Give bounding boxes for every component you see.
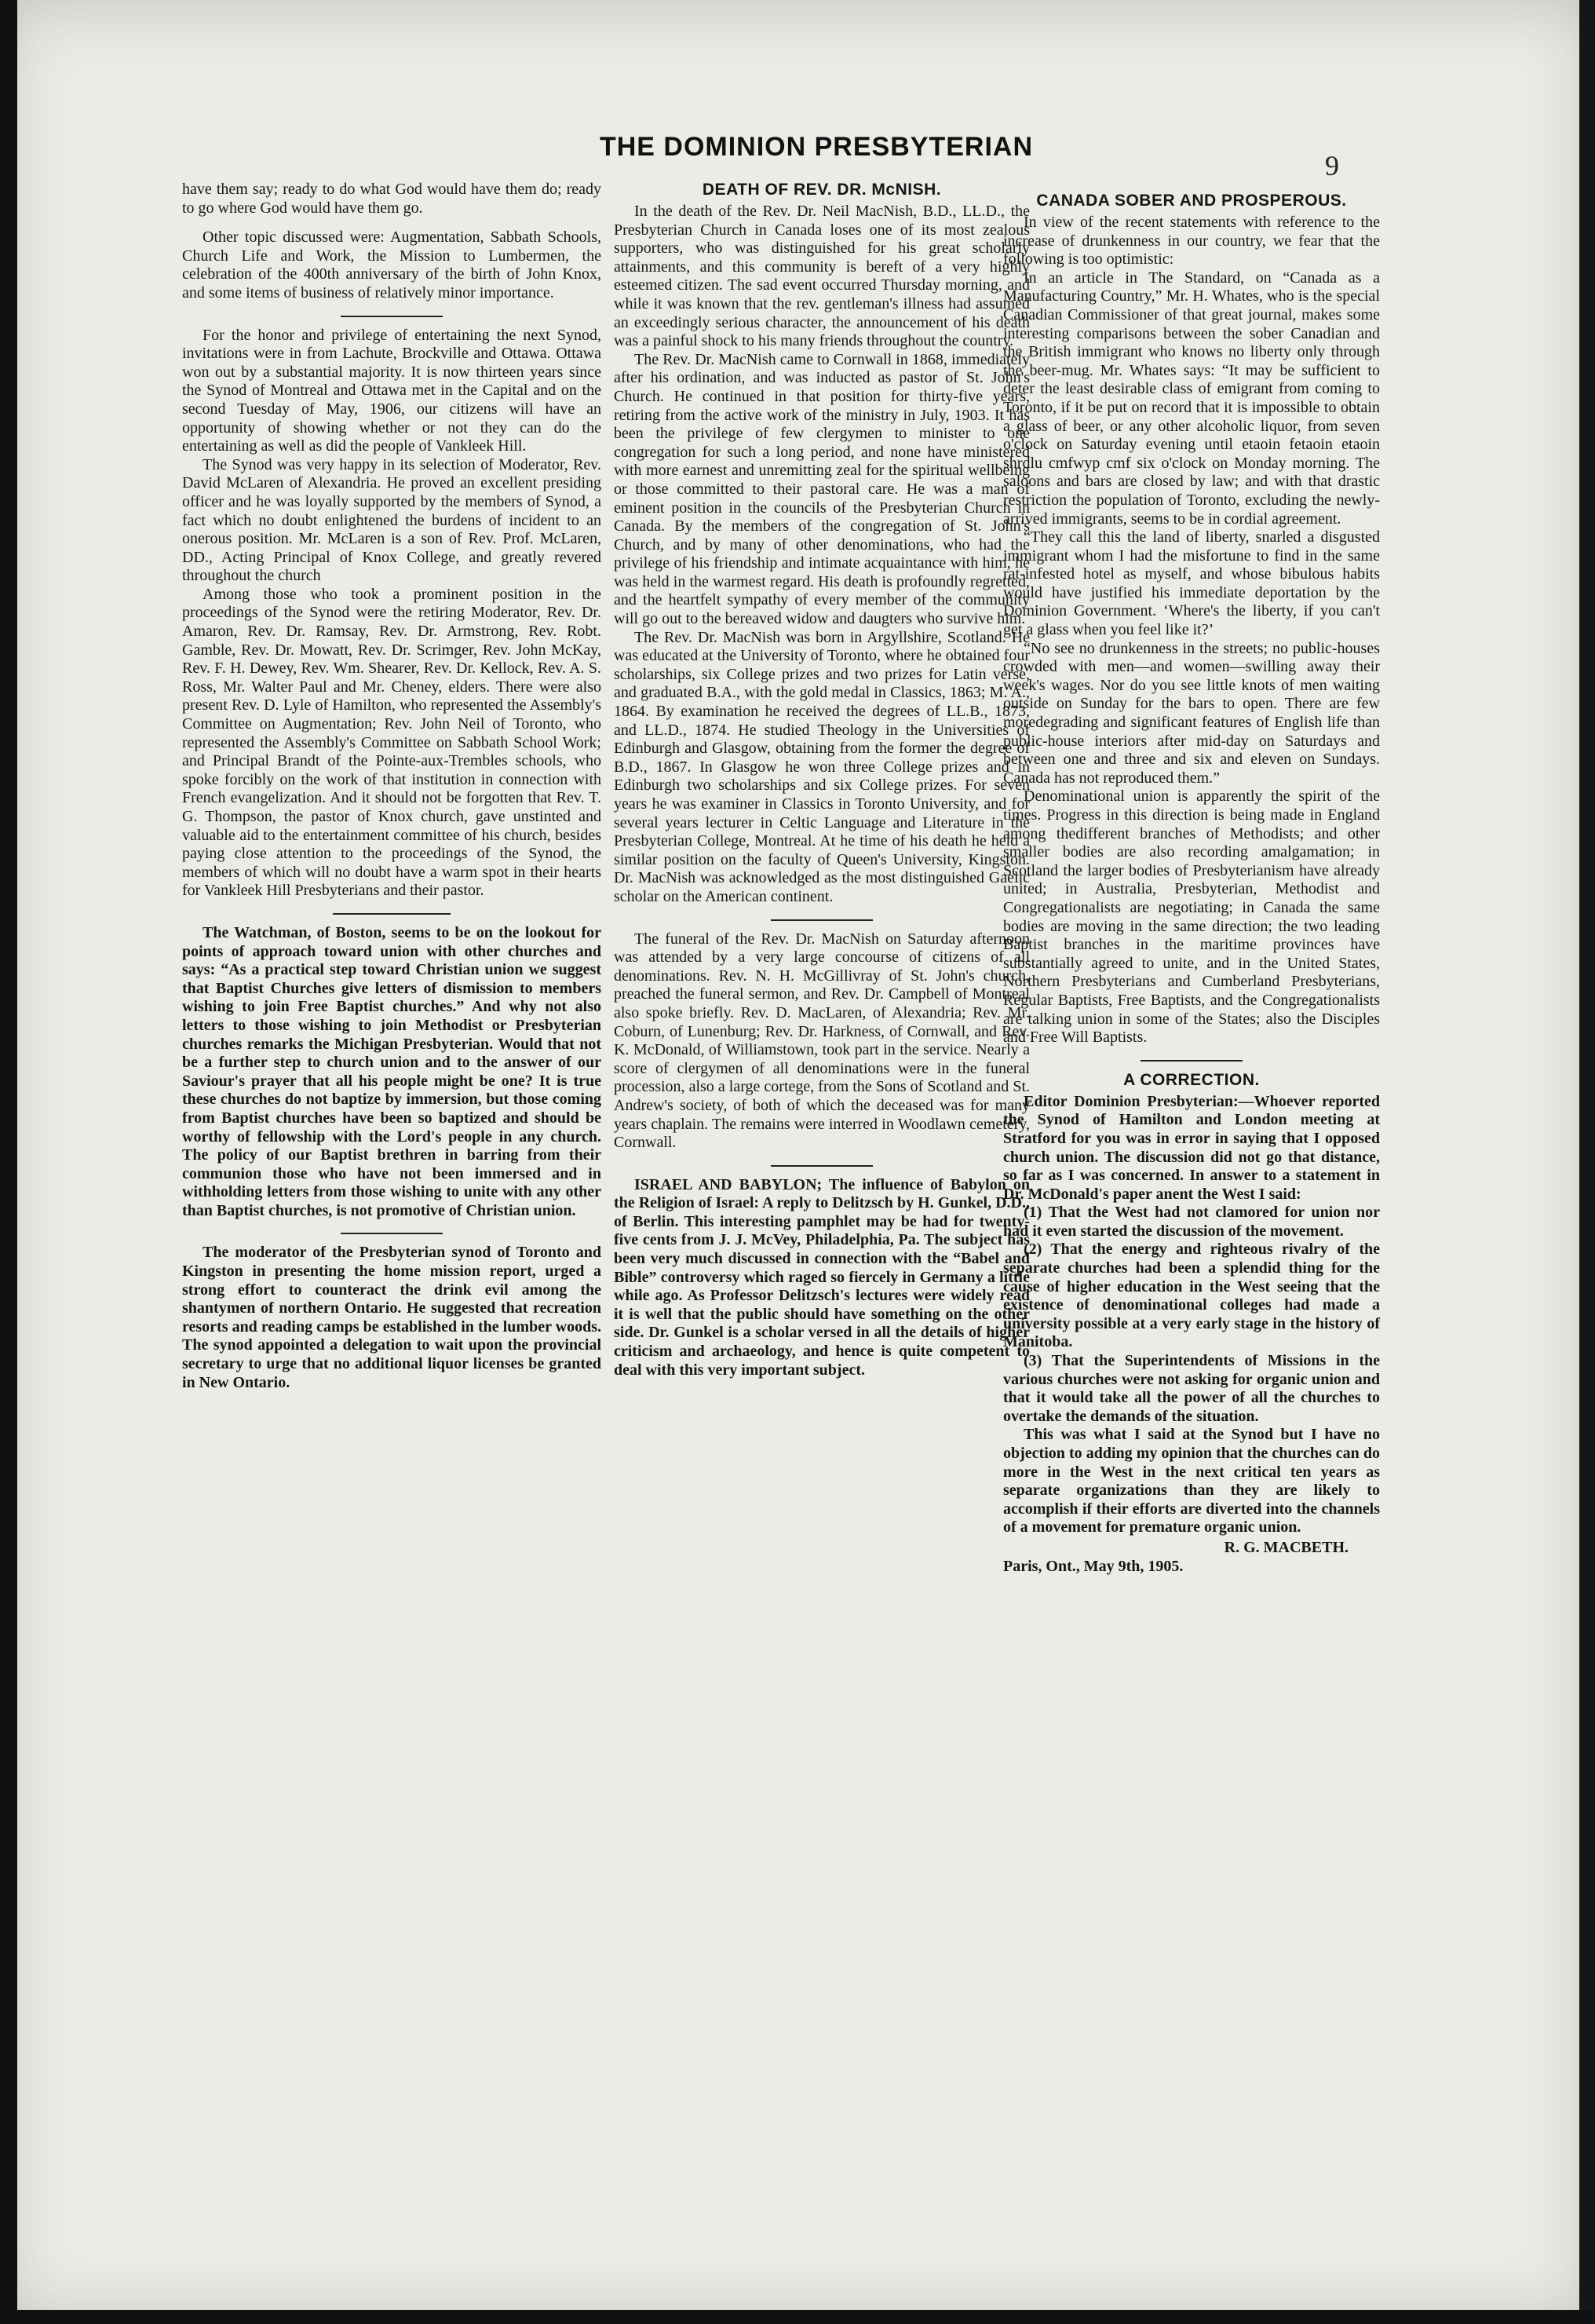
paragraph: The Rev. Dr. MacNish came to Cornwall in 1868, immediately after his ordination, and was inducted as pastor of St. John's Church. He continued in that position for thirty-five years, retiring from the active work of the ministry in July, 1903. It has been the privilege of few clergymen to minister to one congregation for such a long period, and none have ministered with more earnest and unremitting zeal for the spiritual wellbeing or those committed to their pastoral care. He was a man of eminent position in the councils of the Presbyterian Church in Canada. By the members of the congregation of St. John's Church, and by many of other denominations, who had the privilege of his friendship and intimate acquaintance with him, he was held in the warmest regard. His death is profoundly regretted, and the heartfelt sympathy of every member of the community will go out to the bereaved widow and daugters who survive him.	[614, 350, 1030, 628]
paragraph: The Rev. Dr. MacNish was born in Argyllshire, Scotland. He was educated at the University of Toronto, where he obtained four scholarships, six College prizes and two prizes for Latin verse, and graduated B.A., with the gold medal in Classics, 1863; M. A., 1864. By examination he received the degrees of LL.B., 1873, and LL.D., 1874. He studied Theology in the Universities of Edinburgh and Glasgow, obtaining from the former the degree of B.D., 1867. In Glasgow he won three College prizes and in Edinburgh two scholarships and six College prizes. For seven years he was examiner in Classics in Toronto University, and for several years lecturer in Celtic Language and Literature in the Presbyterian College, Montreal. At he time of his death he held a similar position on the faculty of Queen's University, Kingston. Dr. MacNish was acknowledged as the most distinguished Gaelic scholar on the American continent.	[614, 628, 1030, 905]
paragraph: Denominational union is apparently the spirit of the times. Progress in this direction is being made in England among thedifferent branches of Methodists; and other smaller bodies are also recording amalgamation; in Scotland the larger bodies of Presbyterianism have already united; in Australia, Presbyterian, Methodist and Congregationalists are negotiating; in Canada the same bodies are moving in the same direction; the two leading Baptist branches in the maritime provinces have substantially agreed to unite, and in the United States, Northern Presbyterians and Cumberland Presbyterians, Regular Baptists, Free Baptists, and the Congregationalists are talking union in some of the States; also the Disciples and Free Will Baptists.	[1003, 787, 1380, 1047]
masthead: THE DOMINION PRESBYTERIAN	[599, 132, 1034, 162]
section-divider	[341, 1233, 443, 1234]
scan-border-right	[1579, 0, 1595, 2324]
paragraph: The Synod was very happy in its selection of Moderator, Rev. David McLaren of Alexandria. He proved an excellent presiding officer and he was loyally supported by the members of Synod, a fact which no doubt enlightened the burdens of incident to an onerous position. Mr. McLaren is a son of Rev. Prof. McLaren, DD., Acting Principal of Knox College, and greatly revered throughout the church	[182, 455, 601, 585]
scan-border-bottom	[0, 2310, 1595, 2324]
article-headline: A CORRECTION.	[1123, 1070, 1260, 1089]
paragraph: ISRAEL AND BABYLON; The influence of Babylon on the Religion of Israel: A reply to Delitzsch by H. Gunkel, D.D., of Berlin. This interesting pamphlet may be had for twenty-five cents from J. J. McVey, Philadelphia, Pa. The subject has been very much discussed in connection with the “Babel and Bible” controversy which raged so fiercely in Germany a little while ago. As Professor Delitzsch's lectures were widely read it is well that the public should have something on the other side. Dr. Gunkel is a scholar versed in all the details of higher criticism and archaeology, and hence is quite competent to deal with this very important subject.	[614, 1175, 1030, 1379]
column-1	[182, 181, 601, 1392]
paragraph: (3) That the Superintendents of Missions in the various churches were not asking for organic union and that it would take all the power of all the churches to overtake the demands of the situation.	[1003, 1352, 1380, 1425]
signature: R. G. MACBETH.	[1224, 1538, 1349, 1556]
paragraph: The funeral of the Rev. Dr. MacNish on Saturday afternoon was attended by a very large concourse of citizens of all denominations. Rev. N. H. McGillivray of St. John's church, preached the funeral sermon, and Rev. Dr. Campbell of Montreal also spoke briefly. Rev. D. MacLaren, of Alexandria; Rev. Mr. Coburn, of Lunenburg; Rev. Dr. Harkness, of Cornwall, and Rev. K. McDonald, of Williamstown, took part in the service. Nearly a score of clergymen of all denominations were in the funeral procession, also a large cortege, from the Sons of Scotland and St. Andrew's society, of both of which the deceased was for many years chaplain. The remains were interred in Woodlawn cemetery, Cornwall.	[614, 930, 1030, 1152]
scan-border-left	[0, 0, 17, 2324]
paragraph: For the honor and privilege of entertaining the next Synod, invitations were in from Lachute, Brockville and Ottawa. Ottawa won out by a substantial majority. It is now thirteen years since the Synod of Montreal and Ottawa met in the Capital and on the second Tuesday of May, 1906, our citizens will have an opportunity of showing whether or not they can do the entertaining as well as did the people of Vankleek Hill.	[182, 326, 601, 455]
paragraph: have them say; ready to do what God would have them do; ready to go where God would have them go.	[182, 181, 601, 217]
paragraph: “No see no drunkenness in the streets; no public-houses crowded with men—and women—swilling away their week's wages. Nor do you see little knots of men waiting outside on Sunday for the bars to open. There are few moredegrading and significant features of English life than public-house interiors after mid-day on Saturdays and between one and three and six and eleven on Sundays. Canada has not reproduced them.”	[1003, 639, 1380, 787]
paragraph: (1) That the West had not clamored for union nor had it even started the discussion of the movement.	[1003, 1204, 1380, 1240]
paragraph: This was what I said at the Synod but I have no objection to adding my opinion that the churches can do more in the West in the next critical ten years as separate organizations than they are likely to accomplish if their efforts are diverted into the channels of a movement for premature organic union.	[1003, 1426, 1380, 1537]
paragraph: In the death of the Rev. Dr. Neil MacNish, B.D., LL.D., the Presbyterian Church in Canada loses one of its most zealous supporters, who was distinguished for his great scholarly attainments, and this community is bereft of a very highly esteemed citizen. The sad event occurred Thursday morning, and while it was known that the rev. gentleman's illness had assumed an exceedingly serious character, the announcement of his death was a painful shock to his many friends throughout the country.	[614, 203, 1030, 350]
article-headline: CANADA SOBER AND PROSPEROUS.	[1036, 192, 1347, 210]
paragraph: The moderator of the Presbyterian synod of Toronto and Kingston in presenting the home mission report, urged a strong effort to counteract the drink evil among the shantymen of northern Ontario. He suggested that recreation resorts and reading camps be established in the lumber woods. The synod appointed a delegation to wait upon the provincial secretary to urge that no additional liquor licenses be granted in New Ontario.	[182, 1244, 601, 1391]
paragraph: In an article in The Standard, on “Canada as a Manufacturing Country,” Mr. H. Whates, who is the special Canadian Commissioner of that great journal, makes some interesting comparisons between the sober Canadian and the British immigrant who knows no liberty only through the beer-mug. Mr. Whates says: “It may be sufficient to deter the least desirable class of emigrant from coming to Toronto, if it be put on record that it is impossible to obtain a glass of beer, or any other alcoholic liquor, from seven o'clock on Saturday evening until etaoin fetaoin etaoin shrdlu cmfwyp cmf six o'clock on Monday morning. The saloons and bars are closed by law; and with that drastic restriction the population of Toronto, excluding the newly-arrived immigrants, seems to be in cordial agreement.	[1003, 269, 1380, 528]
paragraph: The Watchman, of Boston, seems to be on the lookout for points of approach toward union with other churches and says: “As a practical step toward Christian union we suggest that Baptist Churches give letters of dismission to members wishing to join Free Baptist churches.” And why not also letters to those wishing to join Methodist or Presbyterian churches remarks the Michigan Presbyterian. Would that not be a further step to church union and to the answer of our Saviour's prayer that all his people might be one? It is true these churches do not baptize by immersion, but those coming from Baptist churches have been so baptized and should be worthy of fellowship with the Lord's people in any church. The policy of our Baptist brethren in barring from their communion those who have not been immersed and in withholding letters from those wishing to unite with any other than Baptist churches, is not promotive of Christian union.	[182, 923, 601, 1219]
section-divider	[1141, 1060, 1243, 1062]
paragraph: In view of the recent statements with reference to the increase of drunkenness in our country, we fear that the following is too optimistic:	[1003, 214, 1380, 269]
dateline: Paris, Ont., May 9th, 1905.	[1003, 1557, 1184, 1575]
page-number: 9	[1325, 150, 1339, 181]
section-divider	[771, 1165, 873, 1167]
paragraph: Editor Dominion Presbyterian:—Whoever reported the Synod of Hamilton and London meeting at Stratford for you was in error in saying that I opposed church union. The discussion did not go that distance, so far as I was concerned. In answer to a statement in Dr. McDonald's paper anent the West I said:	[1003, 1092, 1380, 1203]
section-divider	[333, 913, 451, 915]
article-headline: DEATH OF REV. DR. McNISH.	[702, 181, 942, 199]
section-divider	[771, 919, 873, 921]
paragraph: (2) That the energy and righteous rivalry of the separate churches had been a splendid thing for the cause of higher education in the West seeing that the existence of denominational colleges had made a university possible at a very early stage in the history of Manitoba.	[1003, 1241, 1380, 1351]
paragraph: Other topic discussed were: Augmentation, Sabbath Schools, Church Life and Work, the Mission to Lumbermen, the celebration of the 400th anniversary of the birth of John Knox, and some items of business of relatively minor importance.	[182, 228, 601, 301]
column-2	[614, 181, 1030, 1379]
paragraph: “They call this the land of liberty, snarled a disgusted immigrant whom I had the misfortune to find in the same rat-infested hotel as myself, and whose bibulous habits would have justified his immediate deportation by the Dominion Government. ‘Where's the liberty, if you can't get a glass when you feel like it?’	[1003, 528, 1380, 639]
paragraph: Among those who took a prominent position in the proceedings of the Synod were the retiring Moderator, Rev. Dr. Amaron, Rev. Dr. Ramsay, Rev. Dr. Armstrong, Rev. Robt. Gamble, Rev. Dr. Mowatt, Rev. Dr. Scrimger, Rev. John McKay, Rev. F. H. Dewey, Rev. Wm. Shearer, Rev. Dr. Kellock, Rev. A. S. Ross, Mr. Walter Paul and Mr. Cheney, elders. There were also present Rev. D. Lyle of Hamilton, who represented the Assembly's Committee on Augmentation; Rev. John Neil of Toronto, who represented the Assembly's Committee on Sabbath School Work; and Principal Brandt of the Pointe-aux-Trembles schools, who spoke forcibly on the work of that institution in connection with French evangelization. And it should not be forgotten that Rev. T. G. Thompson, the pastor of Knox church, gave unstinted and valuable aid to the entertainment committee of his church, besides paying close attention to the proceedings of the Synod, the members of which will no doubt have a warm spot in their hearts for Vankleek Hill Presbyterians and their pastor.	[182, 585, 601, 900]
section-divider	[341, 316, 443, 317]
column-3	[1003, 181, 1380, 1576]
